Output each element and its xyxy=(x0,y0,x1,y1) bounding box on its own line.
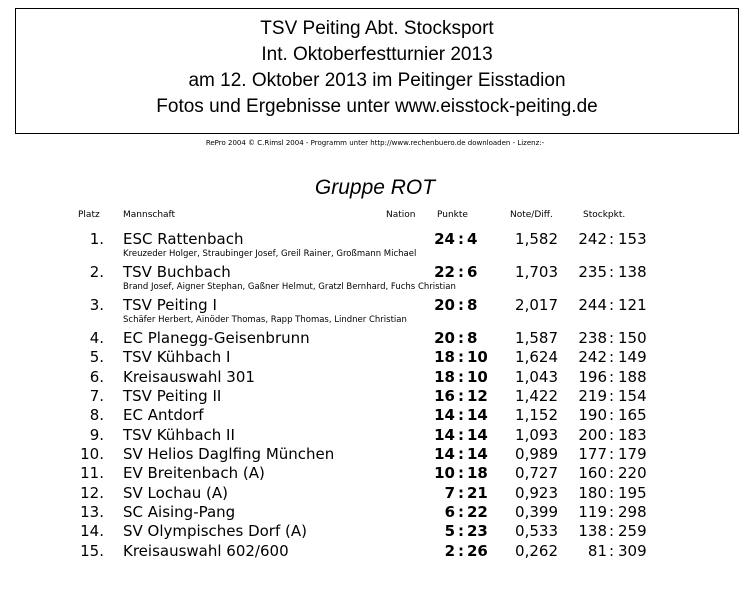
place-cell: 8. xyxy=(89,406,104,424)
points-won: 6 xyxy=(444,503,455,521)
table-row xyxy=(0,426,750,445)
points-lost: 8 xyxy=(467,329,478,347)
points-separator: : xyxy=(458,484,464,502)
stock-separator: : xyxy=(609,296,615,314)
column-header-points: Punkte xyxy=(437,210,468,220)
team-name-cell: Kreisauswahl 602/600 xyxy=(123,542,289,560)
table-row xyxy=(0,503,750,522)
points-won: 7 xyxy=(444,484,455,502)
points-separator: : xyxy=(458,445,464,463)
points-separator: : xyxy=(458,230,464,248)
stock-separator: : xyxy=(609,263,615,281)
column-header-place: Platz xyxy=(78,210,100,220)
place-cell: 7. xyxy=(89,387,104,405)
team-name-cell: TSV Peiting I xyxy=(123,296,217,314)
points-lost: 14 xyxy=(467,426,488,444)
stock-separator: : xyxy=(609,368,615,386)
header-date-venue: am 12. Oktober 2013 im Peitinger Eisstadion xyxy=(188,70,566,91)
header-box xyxy=(15,8,739,134)
header-club: TSV Peiting Abt. Stocksport xyxy=(260,18,494,39)
stock-points-against: 165 xyxy=(618,406,647,424)
note-diff-cell: 1,093 xyxy=(515,426,558,444)
stock-points-against: 298 xyxy=(618,503,647,521)
place-cell: 5. xyxy=(89,348,104,366)
note-diff-cell: 1,422 xyxy=(515,387,558,405)
stock-points-for: 177 xyxy=(578,445,607,463)
stock-points-against: 138 xyxy=(618,263,647,281)
points-lost: 22 xyxy=(467,503,488,521)
points-won: 14 xyxy=(434,445,455,463)
team-name-cell: TSV Buchbach xyxy=(123,263,231,281)
team-name-cell: SV Lochau (A) xyxy=(123,484,229,502)
points-won: 16 xyxy=(434,387,455,405)
stock-points-against: 154 xyxy=(618,387,647,405)
team-name-cell: TSV Kühbach I xyxy=(123,348,231,366)
column-header-note: Note/Diff. xyxy=(510,210,553,220)
stock-points-for: 196 xyxy=(578,368,607,386)
points-separator: : xyxy=(458,522,464,540)
points-lost: 14 xyxy=(467,445,488,463)
points-won: 20 xyxy=(434,296,455,314)
points-lost: 10 xyxy=(467,348,488,366)
points-lost: 4 xyxy=(467,230,478,248)
points-lost: 18 xyxy=(467,464,488,482)
stock-separator: : xyxy=(609,387,615,405)
table-row xyxy=(0,464,750,483)
table-row xyxy=(0,230,750,249)
stock-points-against: 179 xyxy=(618,445,647,463)
table-row xyxy=(0,263,750,282)
place-cell: 12. xyxy=(80,484,104,502)
stock-points-for: 190 xyxy=(578,406,607,424)
place-cell: 15. xyxy=(80,542,104,560)
team-name-cell: Kreisauswahl 301 xyxy=(123,368,255,386)
team-name-cell: SV Olympisches Dorf (A) xyxy=(123,522,307,540)
team-name-cell: EC Planegg-Geisenbrunn xyxy=(123,329,310,347)
table-row xyxy=(0,368,750,387)
column-header-stock: Stockpkt. xyxy=(583,210,626,220)
place-cell: 10. xyxy=(80,445,104,463)
place-cell: 14. xyxy=(80,522,104,540)
stock-separator: : xyxy=(609,230,615,248)
note-diff-cell: 1,152 xyxy=(515,406,558,424)
stock-points-against: 149 xyxy=(618,348,647,366)
note-diff-cell: 1,624 xyxy=(515,348,558,366)
points-won: 14 xyxy=(434,406,455,424)
place-cell: 13. xyxy=(80,503,104,521)
points-separator: : xyxy=(458,296,464,314)
stock-points-against: 309 xyxy=(618,542,647,560)
points-won: 5 xyxy=(444,522,455,540)
points-separator: : xyxy=(458,464,464,482)
table-row xyxy=(0,296,750,315)
table-row xyxy=(0,542,750,561)
table-row xyxy=(0,348,750,367)
points-won: 20 xyxy=(434,329,455,347)
team-players: Brand Josef, Aigner Stephan, Gaßner Helmut, Gratzl Bernhard, Fuchs Christian xyxy=(123,282,456,292)
stock-separator: : xyxy=(609,445,615,463)
stock-points-against: 121 xyxy=(618,296,647,314)
stock-points-for: 235 xyxy=(578,263,607,281)
note-diff-cell: 1,582 xyxy=(515,230,558,248)
stock-points-against: 153 xyxy=(618,230,647,248)
stock-separator: : xyxy=(609,503,615,521)
stock-points-for: 242 xyxy=(578,348,607,366)
stock-separator: : xyxy=(609,329,615,347)
header-website: Fotos und Ergebnisse unter www.eisstock-peiting.de xyxy=(156,96,598,117)
note-diff-cell: 1,587 xyxy=(515,329,558,347)
column-header-nation: Nation xyxy=(386,210,416,220)
team-name-cell: EV Breitenbach (A) xyxy=(123,464,265,482)
points-lost: 14 xyxy=(467,406,488,424)
stock-points-against: 259 xyxy=(618,522,647,540)
note-diff-cell: 0,989 xyxy=(515,445,558,463)
stock-points-against: 150 xyxy=(618,329,647,347)
points-won: 18 xyxy=(434,368,455,386)
stock-points-for: 138 xyxy=(578,522,607,540)
points-lost: 23 xyxy=(467,522,488,540)
stock-points-for: 81 xyxy=(587,542,607,560)
points-separator: : xyxy=(458,426,464,444)
stock-separator: : xyxy=(609,522,615,540)
note-diff-cell: 0,727 xyxy=(515,464,558,482)
points-separator: : xyxy=(458,387,464,405)
stock-points-for: 242 xyxy=(578,230,607,248)
points-separator: : xyxy=(458,406,464,424)
points-lost: 21 xyxy=(467,484,488,502)
points-separator: : xyxy=(458,263,464,281)
stock-separator: : xyxy=(609,406,615,424)
software-credit: RePro 2004 © C.Rimsl 2004 - Programm unter http://www.rechenbuero.de downloaden - Lizenz:- xyxy=(205,139,545,147)
stock-separator: : xyxy=(609,464,615,482)
team-players: Schäfer Herbert, Ainöder Thomas, Rapp Thomas, Lindner Christian xyxy=(123,315,407,325)
stock-points-for: 160 xyxy=(578,464,607,482)
points-lost: 10 xyxy=(467,368,488,386)
note-diff-cell: 1,043 xyxy=(515,368,558,386)
table-row xyxy=(0,445,750,464)
group-title: Gruppe ROT xyxy=(314,176,436,199)
stock-points-for: 219 xyxy=(578,387,607,405)
note-diff-cell: 0,923 xyxy=(515,484,558,502)
stock-points-against: 220 xyxy=(618,464,647,482)
table-row xyxy=(0,522,750,541)
table-row xyxy=(0,484,750,503)
place-cell: 6. xyxy=(89,368,104,386)
stock-points-for: 180 xyxy=(578,484,607,502)
column-header-team: Mannschaft xyxy=(123,210,176,220)
points-won: 18 xyxy=(434,348,455,366)
place-cell: 9. xyxy=(89,426,104,444)
note-diff-cell: 0,533 xyxy=(515,522,558,540)
stock-points-against: 183 xyxy=(618,426,647,444)
note-diff-cell: 0,399 xyxy=(515,503,558,521)
header-tournament: Int. Oktoberfestturnier 2013 xyxy=(261,44,493,65)
points-separator: : xyxy=(458,348,464,366)
team-name-cell: TSV Kühbach II xyxy=(123,426,235,444)
points-won: 24 xyxy=(434,230,455,248)
place-cell: 3. xyxy=(89,296,104,314)
stock-separator: : xyxy=(609,426,615,444)
table-row xyxy=(0,406,750,425)
note-diff-cell: 2,017 xyxy=(515,296,558,314)
team-name-cell: SV Helios Daglfing München xyxy=(123,445,335,463)
points-lost: 6 xyxy=(467,263,478,281)
team-name-cell: SC Aising-Pang xyxy=(123,503,236,521)
stock-separator: : xyxy=(609,348,615,366)
points-won: 22 xyxy=(434,263,455,281)
points-won: 10 xyxy=(434,464,455,482)
stock-points-for: 244 xyxy=(578,296,607,314)
points-won: 2 xyxy=(444,542,455,560)
stock-separator: : xyxy=(609,484,615,502)
points-lost: 12 xyxy=(467,387,488,405)
stock-points-for: 200 xyxy=(578,426,607,444)
points-lost: 8 xyxy=(467,296,478,314)
place-cell: 4. xyxy=(89,329,104,347)
points-separator: : xyxy=(458,503,464,521)
note-diff-cell: 0,262 xyxy=(515,542,558,560)
points-won: 14 xyxy=(434,426,455,444)
stock-points-for: 119 xyxy=(578,503,607,521)
stock-points-against: 188 xyxy=(618,368,647,386)
points-lost: 26 xyxy=(467,542,488,560)
stock-separator: : xyxy=(609,542,615,560)
team-name-cell: EC Antdorf xyxy=(123,406,204,424)
place-cell: 11. xyxy=(80,464,104,482)
points-separator: : xyxy=(458,368,464,386)
points-separator: : xyxy=(458,542,464,560)
team-name-cell: TSV Peiting II xyxy=(123,387,222,405)
stock-points-against: 195 xyxy=(618,484,647,502)
table-row xyxy=(0,387,750,406)
team-players: Kreuzeder Holger, Straubinger Josef, Greil Rainer, Großmann Michael xyxy=(123,249,417,259)
table-row xyxy=(0,329,750,348)
team-name-cell: ESC Rattenbach xyxy=(123,230,244,248)
note-diff-cell: 1,703 xyxy=(515,263,558,281)
points-separator: : xyxy=(458,329,464,347)
place-cell: 1. xyxy=(89,230,104,248)
stock-points-for: 238 xyxy=(578,329,607,347)
place-cell: 2. xyxy=(89,263,104,281)
